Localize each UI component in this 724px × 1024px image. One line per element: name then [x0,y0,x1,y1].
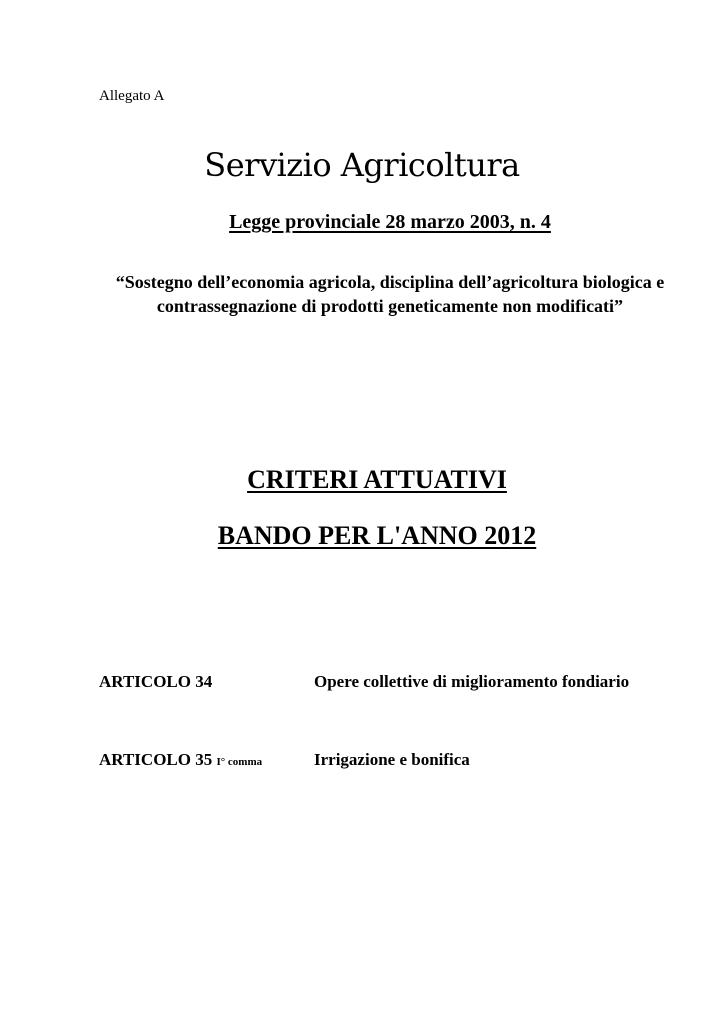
article-comma: I° comma [216,756,263,768]
article-number [99,748,262,774]
article-description: Irrigazione e bonifica [314,750,470,769]
annex-label: Allegato A [99,88,165,104]
law-subject-quote: “Sostegno dell’economia agricola, disciplina dell’agricoltura biologica e contrassegnazione di prodotti geneticamente non modificati” [115,272,665,316]
bando-heading: BANDO PER L'ANNO 2012 [217,521,537,550]
criteria-heading: CRITERI ATTUATIVI [247,465,507,494]
page-title: Servizio Agricoltura [204,146,520,184]
article-number-label: ARTICOLO 35 [99,750,213,769]
article-description: Opere collettive di miglioramento fondiario [314,672,630,691]
article-row [99,670,709,694]
article-number [99,670,212,694]
article-row [99,748,709,772]
law-reference: Legge provinciale 28 marzo 2003, n. 4 [229,211,551,233]
article-number-label: ARTICOLO 34 [99,672,213,691]
